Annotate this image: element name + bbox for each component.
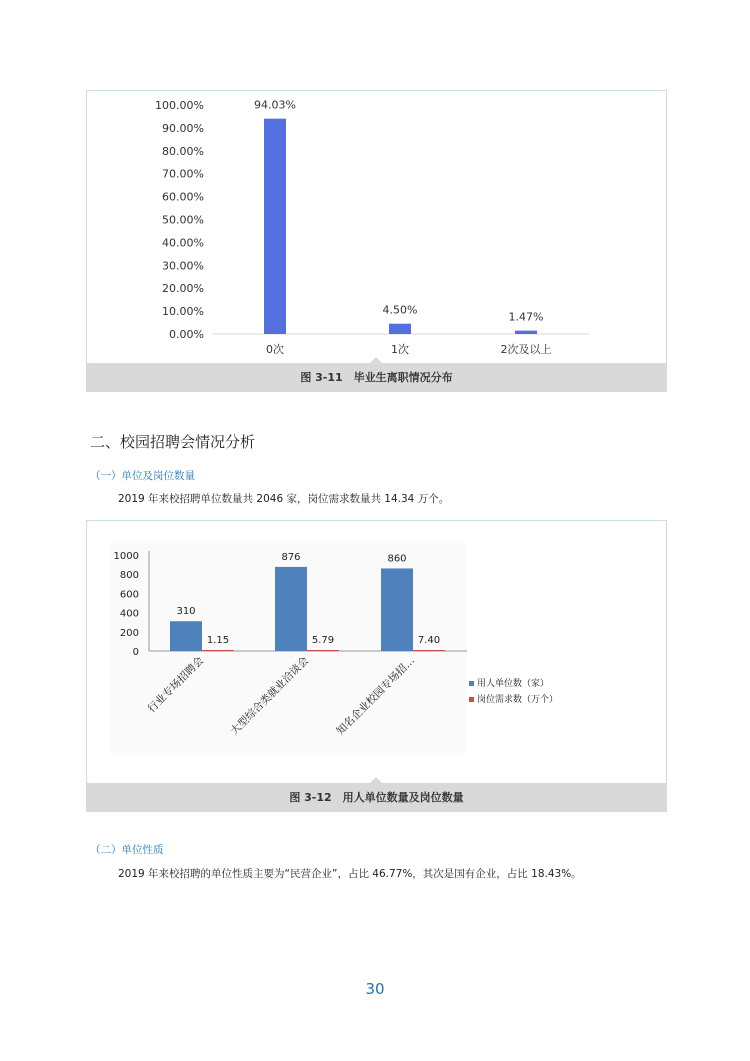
x-tick-label: 0次 — [266, 343, 284, 356]
y-tick-label: 60.00% — [162, 190, 204, 204]
bar — [202, 650, 234, 651]
y-tick-label: 0.00% — [169, 328, 204, 341]
figure-3-12 — [86, 520, 667, 812]
legend-swatch — [469, 681, 474, 686]
subsection-heading-2: （二）单位性质 — [90, 844, 164, 856]
y-tick-label: 80.00% — [162, 144, 204, 158]
figure-caption — [87, 363, 666, 391]
x-tick-label: 知名企业校园专场招… — [334, 654, 418, 738]
y-tick-label: 200 — [119, 627, 139, 639]
y-tick-label: 600 — [119, 589, 139, 601]
figure-caption — [87, 783, 666, 811]
caption-text: 图 3-11 毕业生离职情况分布 — [300, 371, 453, 384]
bar — [381, 568, 413, 651]
data-label: 4.50% — [382, 303, 418, 317]
y-tick-label: 1000 — [113, 551, 139, 562]
bar — [389, 324, 411, 334]
data-label: 1.15 — [206, 635, 230, 646]
data-label: 1.47% — [508, 310, 544, 324]
subsection-heading-1: （一）单位及岗位数量 — [90, 470, 195, 482]
y-tick-label: 400 — [119, 608, 139, 620]
x-tick-label: 行业专场招聘会 — [145, 654, 207, 716]
y-tick-label: 20.00% — [162, 282, 204, 296]
x-tick-label: 大型综合类就业洽谈会 — [228, 654, 312, 738]
bar-chart-turnover — [87, 91, 666, 361]
bar — [413, 650, 445, 651]
y-tick-label: 30.00% — [162, 259, 204, 273]
y-tick-label: 50.00% — [162, 213, 204, 227]
legend-swatch — [469, 697, 474, 702]
section-heading: 二、校园招聘会情况分析 — [90, 433, 256, 451]
figure-3-11 — [86, 90, 667, 392]
legend-label: 岗位需求数（万个） — [477, 695, 559, 705]
page-number: 30 — [365, 980, 385, 998]
y-tick-label: 70.00% — [162, 167, 204, 181]
paragraph-2: 2019 年来校招聘的单位性质主要为“民营企业”，占比 46.77%，其次是国有企业，占比 18.43%。 — [118, 868, 582, 880]
bar — [275, 567, 307, 651]
bar — [515, 331, 537, 334]
data-label: 876 — [281, 551, 301, 563]
data-label: 860 — [387, 553, 407, 565]
bar — [307, 650, 339, 651]
data-label: 7.40 — [417, 635, 441, 646]
legend-label: 用人单位数（家） — [477, 679, 550, 689]
y-tick-label: 0 — [132, 647, 139, 658]
data-label: 94.03% — [254, 98, 296, 112]
paragraph-1: 2019 年来校招聘单位数量共 2046 家，岗位需求数量共 14.34 万个。 — [118, 493, 450, 505]
y-tick-label: 100.00% — [155, 99, 204, 112]
data-label: 310 — [176, 606, 196, 618]
y-tick-label: 90.00% — [162, 121, 204, 135]
x-tick-label: 2次及以上 — [500, 343, 552, 356]
bar-chart-recruitment — [87, 521, 666, 781]
bar — [264, 119, 286, 334]
data-label: 5.79 — [311, 635, 335, 646]
y-tick-label: 10.00% — [162, 305, 204, 319]
y-tick-label: 40.00% — [162, 236, 204, 250]
x-tick-label: 1次 — [391, 343, 409, 356]
y-tick-label: 800 — [119, 570, 139, 582]
bar — [170, 621, 202, 651]
caption-text: 图 3-12 用人单位数量及岗位数量 — [289, 791, 464, 804]
